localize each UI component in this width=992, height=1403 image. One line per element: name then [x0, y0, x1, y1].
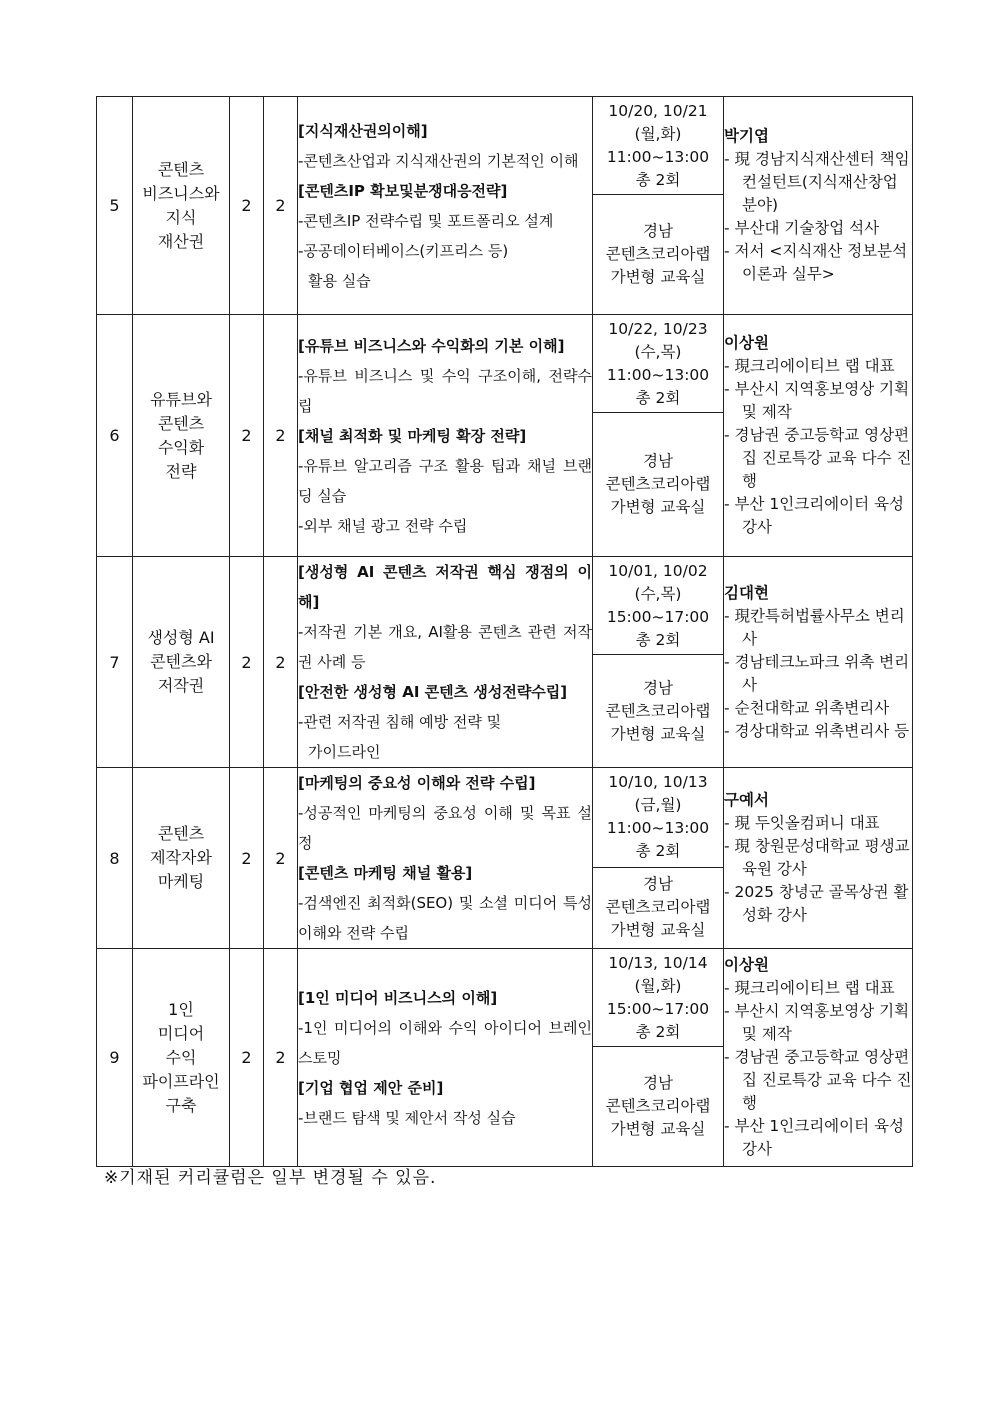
sessions-value: 2 — [264, 768, 298, 949]
course-title-line: 재산권 — [157, 231, 205, 251]
hours-value: 2 — [230, 97, 264, 315]
content-item: -검색엔진 최적화(SEO) 및 소셜 미디어 특성 이해와 전략 수립 — [298, 894, 592, 942]
instructor-career: - 現칸특허법률사무소 변리사 — [724, 606, 905, 648]
schedule-line: 11:00~13:00 — [606, 365, 710, 384]
instructor-career: - 순천대학교 위촉변리사 — [724, 698, 890, 717]
session-number: 9 — [97, 949, 133, 1167]
curriculum-row — [97, 949, 913, 1047]
schedule-cell — [593, 768, 724, 868]
course-title-line: 콘텐츠 — [157, 413, 205, 433]
curriculum-row — [97, 557, 913, 655]
course-title — [133, 949, 230, 1167]
location-line: 가변형 교육실 — [610, 498, 706, 516]
instructor-career: - 現 두잇올컴퍼니 대표 — [724, 814, 880, 832]
course-title-line: 콘텐츠 — [157, 159, 205, 179]
instructor-career: - 부산 1인크리에이터 육성 강사 — [724, 495, 904, 536]
course-title-line: 미디어 — [157, 1023, 205, 1043]
content-item: -공공데이터베이스(키프리스 등) — [298, 241, 509, 260]
instructor-name: 박기엽 — [724, 127, 769, 145]
instructor-name: 구예서 — [724, 791, 769, 809]
instructor-name: 김대현 — [724, 583, 769, 602]
content-item: -유튜브 비즈니스 및 수익 구조이해, 전략수립 — [298, 366, 592, 415]
location-line: 가변형 교육실 — [610, 268, 706, 286]
location-line: 콘텐츠코리아랩 — [605, 898, 711, 917]
schedule-cell — [593, 315, 724, 413]
sessions-value: 2 — [264, 315, 298, 557]
schedule-line: 11:00~13:00 — [606, 819, 710, 838]
course-title-line: 생성형 AI — [147, 628, 215, 647]
course-title-line: 저작권 — [157, 676, 205, 695]
location-cell — [593, 1047, 724, 1167]
course-title — [133, 768, 230, 949]
content-item: -성공적인 마케팅의 중요성 이해 및 목표 설정 — [298, 804, 592, 852]
curriculum-note: ※기재된 커리큘럼은 일부 변경될 수 있음. — [104, 1168, 437, 1188]
instructor-career: - 現크리에이티브 랩 대표 — [724, 357, 895, 375]
schedule-line: 15:00~17:00 — [606, 607, 710, 626]
schedule-line: (금,월) — [634, 796, 682, 815]
schedule-line: 총 2회 — [635, 630, 681, 649]
course-title-line: 마케팅 — [157, 872, 205, 891]
schedule-line: 10/01, 10/02 — [608, 561, 708, 580]
location-line: 가변형 교육실 — [610, 724, 706, 743]
content-item: -외부 채널 광고 전략 수립 — [298, 516, 468, 535]
course-title — [133, 315, 230, 557]
schedule-cell — [593, 97, 724, 195]
content-heading: [유튜브 비즈니스와 수익화의 기본 이해] — [298, 336, 565, 355]
schedule-line: 10/13, 10/14 — [608, 953, 708, 972]
instructor-cell — [724, 315, 913, 557]
schedule-line: (수,목) — [634, 584, 682, 603]
schedule-line: 10/22, 10/23 — [608, 319, 708, 338]
hours-value: 2 — [230, 949, 264, 1167]
content-item: -관련 저작권 침해 예방 전략 및 — [298, 713, 502, 731]
sessions-value: 2 — [264, 97, 298, 315]
content-item: 활용 실습 — [308, 271, 371, 290]
location-cell — [593, 655, 724, 768]
course-content — [298, 557, 593, 768]
schedule-line: 총 2회 — [635, 170, 681, 189]
content-heading: [기업 협업 제안 준비] — [298, 1078, 444, 1097]
instructor-career: - 부산 1인크리에이터 육성 강사 — [724, 1117, 904, 1158]
course-title-line: 1인 — [168, 999, 194, 1019]
course-title-line: 비즈니스와 — [142, 183, 220, 203]
session-number: 5 — [97, 97, 133, 315]
schedule-line: 11:00~13:00 — [606, 147, 710, 166]
hours-value: 2 — [230, 768, 264, 949]
schedule-cell — [593, 949, 724, 1047]
location-line: 가변형 교육실 — [610, 921, 706, 940]
content-item: -브랜드 탐색 및 제안서 작성 실습 — [298, 1108, 516, 1127]
schedule-line: (월,화) — [634, 976, 682, 995]
content-heading: [콘텐츠 마케팅 채널 활용] — [298, 864, 473, 882]
instructor-career: - 現 경남지식재산센터 책임컨설턴트(지식재산창업 분야) — [724, 150, 910, 214]
content-item: -저작권 기본 개요, AI활용 콘텐츠 관련 저작권 사례 등 — [298, 623, 592, 671]
content-item: -1인 미디어의 이해와 수익 아이디어 브레인 스토밍 — [298, 1018, 592, 1067]
course-title-line: 전략 — [165, 461, 197, 481]
hours-value: 2 — [230, 315, 264, 557]
content-heading: [채널 최적화 및 마케팅 확장 전략] — [298, 426, 527, 445]
instructor-career: - 부산시 지역홍보영상 기획 및 제작 — [724, 1002, 910, 1043]
instructor-career: - 부산대 기술창업 석사 — [724, 219, 880, 237]
schedule-line: 총 2회 — [635, 388, 681, 407]
location-line: 경남 — [643, 875, 673, 894]
location-cell — [593, 867, 724, 948]
course-content — [298, 315, 593, 557]
schedule-line: (월,화) — [634, 124, 682, 143]
content-heading: [1인 미디어 비즈니스의 이해] — [298, 988, 498, 1007]
instructor-career: - 2025 창녕군 골목상권 활성화 강사 — [724, 883, 909, 924]
content-item: -콘텐츠산업과 지식재산권의 기본적인 이해 — [298, 151, 579, 170]
location-line: 가변형 교육실 — [610, 1120, 706, 1138]
location-cell — [593, 195, 724, 315]
course-title-line: 콘텐츠와 — [150, 652, 212, 671]
content-item: -콘텐츠IP 전략수립 및 포트폴리오 설계 — [298, 211, 554, 230]
course-title-line: 수익화 — [157, 437, 205, 457]
course-title-line: 콘텐츠 — [157, 824, 205, 843]
course-title-line: 제작자와 — [150, 848, 212, 867]
instructor-name: 이상원 — [724, 334, 769, 352]
course-content — [298, 949, 593, 1167]
location-cell — [593, 413, 724, 557]
location-line: 경남 — [643, 222, 673, 240]
instructor-cell — [724, 949, 913, 1167]
curriculum-table — [96, 96, 913, 1167]
schedule-line: 총 2회 — [635, 842, 681, 861]
course-content — [298, 768, 593, 949]
instructor-career: - 경남테크노파크 위촉 변리사 — [724, 652, 910, 694]
course-content — [298, 97, 593, 315]
content-heading: [생성형 AI 콘텐츠 저작권 핵심 쟁점의 이해] — [298, 563, 592, 611]
curriculum-row — [97, 768, 913, 868]
course-title-line: 수익 — [165, 1047, 197, 1067]
instructor-career: - 現크리에이티브 랩 대표 — [724, 979, 895, 997]
instructor-career: - 경남권 중고등학교 영상편집 진로특강 교육 다수 진행 — [724, 1048, 912, 1112]
course-title-line: 구축 — [165, 1095, 197, 1115]
instructor-career: - 저서 <지식재산 정보분석 이론과 실무> — [724, 242, 908, 283]
sessions-value: 2 — [264, 557, 298, 768]
curriculum-row — [97, 97, 913, 195]
location-line: 경남 — [643, 678, 673, 697]
instructor-cell — [724, 557, 913, 768]
content-heading: [마케팅의 중요성 이해와 전략 수립] — [298, 774, 536, 792]
instructor-career: - 부산시 지역홍보영상 기획 및 제작 — [724, 380, 910, 421]
location-line: 콘텐츠코리아랩 — [605, 701, 711, 720]
content-heading: [콘텐츠IP 확보및분쟁대응전략] — [298, 181, 508, 200]
hours-value: 2 — [230, 557, 264, 768]
schedule-line: (수,목) — [634, 342, 682, 361]
instructor-cell — [724, 97, 913, 315]
schedule-line: 10/20, 10/21 — [608, 101, 708, 120]
session-number: 7 — [97, 557, 133, 768]
course-title-line: 파이프라인 — [142, 1071, 220, 1091]
course-title — [133, 97, 230, 315]
sessions-value: 2 — [264, 949, 298, 1167]
course-title-line: 유튜브와 — [150, 389, 212, 409]
session-number: 6 — [97, 315, 133, 557]
instructor-name: 이상원 — [724, 956, 769, 974]
schedule-line: 10/10, 10/13 — [608, 773, 708, 792]
location-line: 경남 — [643, 452, 673, 470]
content-item: -유튜브 알고리즘 구조 활용 팁과 채널 브랜딩 실습 — [298, 456, 592, 505]
instructor-career: - 경남권 중고등학교 영상편집 진로특강 교육 다수 진행 — [724, 426, 912, 490]
curriculum-row — [97, 315, 913, 413]
session-number: 8 — [97, 768, 133, 949]
instructor-career: - 現 창원문성대학교 평생교육원 강사 — [724, 837, 910, 878]
course-title — [133, 557, 230, 768]
location-line: 콘텐츠코리아랩 — [605, 245, 711, 263]
content-heading: [안전한 생성형 AI 콘텐츠 생성전략수립] — [298, 683, 568, 701]
content-heading: [지식재산권의이해] — [298, 121, 428, 140]
schedule-line: 15:00~17:00 — [606, 999, 710, 1018]
course-title-line: 지식 — [165, 207, 197, 227]
instructor-career: - 경상대학교 위촉변리사 등 — [724, 721, 910, 740]
instructor-cell — [724, 768, 913, 949]
content-item: 가이드라인 — [308, 743, 381, 761]
location-line: 경남 — [643, 1074, 673, 1092]
schedule-line: 총 2회 — [635, 1022, 681, 1041]
location-line: 콘텐츠코리아랩 — [605, 1097, 711, 1115]
location-line: 콘텐츠코리아랩 — [605, 475, 711, 493]
schedule-cell — [593, 557, 724, 655]
